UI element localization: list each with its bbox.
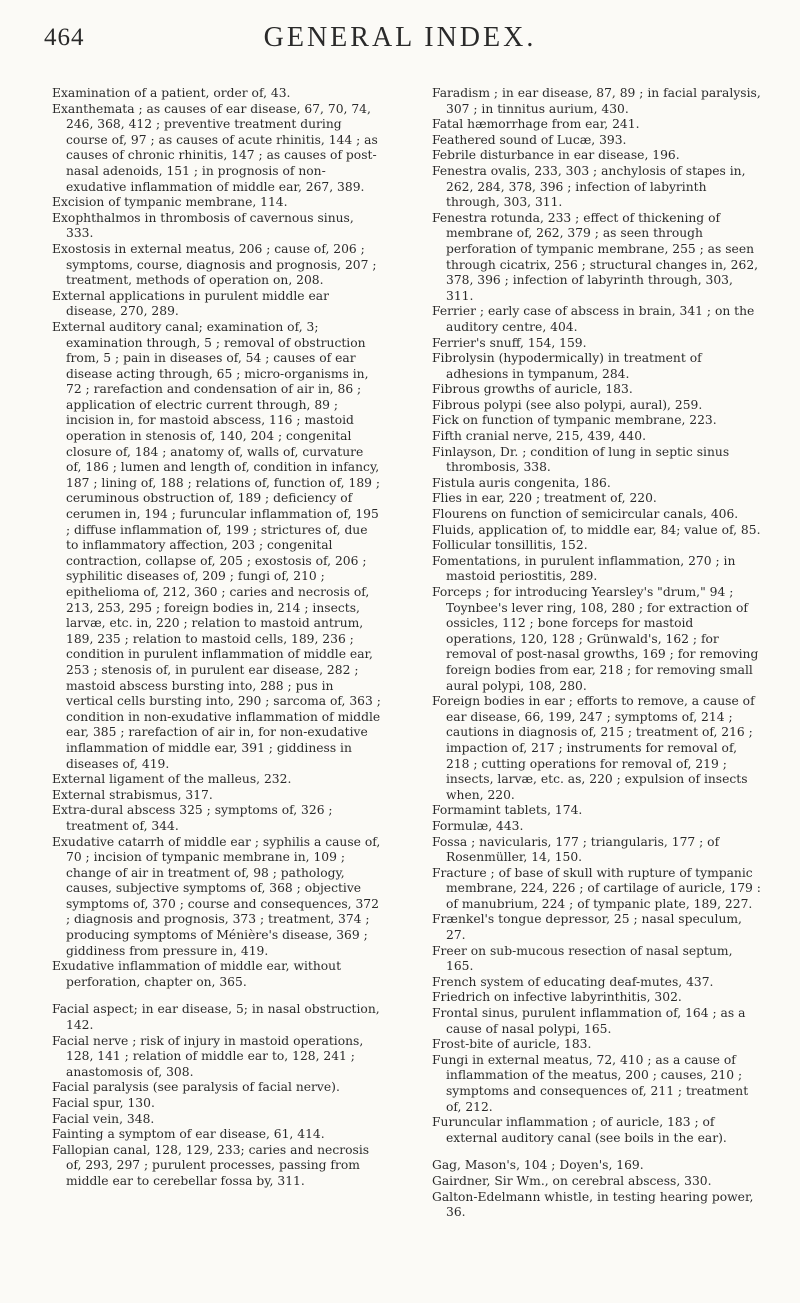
index-entry: Feathered sound of Lucæ, 393. xyxy=(432,132,627,147)
index-entry: External ligament of the malleus, 232. xyxy=(52,772,292,787)
index-entry: Fossa ; navicularis, 177 ; triangularis, 177 ; of Rosenmüller, 14, 150. xyxy=(432,834,720,865)
index-entry: Facial paralysis (see paralysis of facial nerve). xyxy=(52,1080,340,1095)
index-entry: Fluids, application of, to middle ear, 84; value of, 85. xyxy=(432,522,761,537)
index-entry: Flourens on function of semicircular canals, 406. xyxy=(432,507,739,522)
running-title: GENERAL INDEX. xyxy=(263,22,537,53)
index-entry: Exostosis in external meatus, 206 ; cause of, 206 ; symptoms, course, diagnosis and prognosis, 207 ; treatment, methods of operation on, 208. xyxy=(52,241,377,288)
index-entry: Febrile disturbance in ear disease, 196. xyxy=(432,148,680,163)
index-entry: Finlayson, Dr. ; condition of lung in septic sinus thrombosis, 338. xyxy=(432,444,730,475)
index-entry: French system of educating deaf-mutes, 437. xyxy=(432,974,714,989)
index-entry: External strabismus, 317. xyxy=(52,787,213,802)
index-entry: Foreign bodies in ear ; efforts to remove, a cause of ear disease, 66, 199, 247 ; symptoms of, 214 ; cautions in diagnosis of, 215 ; treatment of, 216 ; impaction of, 217 ; instruments for removal of, 218 ; cutting operations for removal of, 219 ; insects, larvæ, etc. as, 220 ; expulsion of insects when, 220. xyxy=(432,694,755,802)
index-entry: Facial nerve ; risk of injury in mastoid operations, 128, 141 ; relation of middle ear to, 128, 241 ; anastomosis of, 308. xyxy=(52,1033,364,1079)
index-entry: Facial aspect; in ear disease, 5; in nasal obstruction, 142. xyxy=(52,1002,380,1033)
index-entry: Fibrous growths of auricle, 183. xyxy=(432,382,633,397)
index-entry: Fomentations, in purulent inflammation, 270 ; in mastoid periostitis, 289. xyxy=(432,553,736,584)
index-entry: Faradism ; in ear disease, 87, 89 ; in facial paralysis, 307 ; in tinnitus aurium, 430. xyxy=(432,86,761,116)
index-entry: Formulæ, 443. xyxy=(432,818,524,833)
index-entry: Fracture ; of base of skull with rupture of tympanic membrane, 224, 226 ; of cartilage of auricle, 179 : of manubrium, 224 ; of tympanic plate, 189, 227. xyxy=(432,865,761,911)
page-header xyxy=(44,18,756,58)
index-entry: Frontal sinus, purulent inflammation of, 164 ; as a cause of nasal polypi, 165. xyxy=(432,1006,746,1036)
index-entry: Formamint tablets, 174. xyxy=(432,803,583,818)
index-entry: Fainting a symptom of ear disease, 61, 414. xyxy=(52,1127,325,1142)
index-entry: Fenestra ovalis, 233, 303 ; anchylosis of stapes in, 262, 284, 378, 396 ; infection of labyrinth through, 303, 311. xyxy=(432,163,746,210)
index-entry: Fungi in external meatus, 72, 410 ; as a cause of inflammation of the meatus, 200 ; causes, 210 ; symptoms and consequences of, 211 ; treatment of, 212. xyxy=(432,1052,749,1114)
index-entry: Fifth cranial nerve, 215, 439, 440. xyxy=(432,429,646,444)
index-entry: Gag, Mason's, 104 ; Doyen's, 169. xyxy=(432,1158,644,1173)
index-entry: Flies in ear, 220 ; treatment of, 220. xyxy=(432,491,657,506)
index-entry: Exudative inflammation of middle ear, without perforation, chapter on, 365. xyxy=(52,959,342,989)
index-entry: Frost-bite of auricle, 183. xyxy=(432,1037,592,1052)
index-entry: Freer on sub-mucous resection of nasal septum, 165. xyxy=(432,943,733,974)
index-entry: Extra-dural abscess 325 ; symptoms of, 326 ; treatment of, 344. xyxy=(52,803,333,833)
index-entry: Fick on function of tympanic membrane, 223. xyxy=(432,413,717,428)
index-entry: External applications in purulent middle ear disease, 270, 289. xyxy=(52,288,329,319)
index-entry: Follicular tonsillitis, 152. xyxy=(432,538,588,553)
index-entry: Fatal hæmorrhage from ear, 241. xyxy=(432,117,640,132)
index-entry: Furuncular inflammation ; of auricle, 183 ; of external auditory canal (see boils in the ear). xyxy=(432,1115,727,1145)
index-entry: Facial vein, 348. xyxy=(52,1111,155,1126)
index-entry: External auditory canal; examination of, 3; examination through, 5 ; removal of obstruction from, 5 ; pain in diseases of, 54 ; causes of ear disease acting through, 65 ; micro-organisms in, 72 ; rarefaction and condensation of air in, 86 ; application of electric current through, 89 ; incision in, for mastoid abscess, 116 ; mastoid operation in stenosis of, 140, 204 ; congenital closure of, 184 ; anatomy of, walls of, curvature of, 186 ; lumen and length of, condition in infancy, 187 ; lining of, 188 ; relations of, function of, 189 ; ceruminous obstruction of, 189 ; deficiency of cerumen in, 194 ; furuncular inflammation of, 195 ; diffuse inflammation of, 199 ; strictures of, due to inflammatory affection, 203 ; congenital contraction, collapse of, 205 ; exostosis of, 206 ; syphilitic diseases of, 209 ; fungi of, 210 ; epithelioma of, 212, 360 ; caries and necrosis of, 213, 253, 295 ; foreign bodies in, 214 ; insects, larvæ, etc. in, 220 ; relation to mastoid antrum, 189, 235 ; relation to mastoid cells, 189, 236 ; condition in purulent inflammation of middle ear, 253 ; stenosis of, in purulent ear disease, 282 ; mastoid abscess bursting into, 288 ; pus in vertical cells bursting into, 290 ; sarcoma of, 363 ; condition in non-exudative inflammation of middle ear, 385 ; rarefaction of air in, for non-exudative inflammation of middle ear, 391 ; giddiness in diseases of, 419. xyxy=(52,319,381,771)
index-column-right xyxy=(432,86,762,1221)
index-entry: Exophthalmos in thrombosis of cavernous sinus, 333. xyxy=(52,210,354,241)
index-entry: Gairdner, Sir Wm., on cerebral abscess, 330. xyxy=(432,1173,712,1188)
index-entry: Fallopian canal, 128, 129, 233; caries and necrosis of, 293, 297 ; purulent processes, passing from middle ear to cerebellar fossa by, 311. xyxy=(52,1142,370,1188)
index-entry: Fenestra rotunda, 233 ; effect of thickening of membrane of, 262, 379 ; as seen through perforation of tympanic membrane, 255 ; as seen through cicatrix, 256 ; structural changes in, 262, 378, 396 ; infection of labyrinth through, 303, 311. xyxy=(432,210,759,303)
index-entry: Friedrich on infective labyrinthitis, 302. xyxy=(432,990,682,1005)
index-entry: Frænkel's tongue depressor, 25 ; nasal speculum, 27. xyxy=(432,912,742,943)
index-entry: Exanthemata ; as causes of ear disease, 67, 70, 74, 246, 368, 412 ; preventive treatment during course of, 97 ; as causes of acute rhinitis, 144 ; as causes of chronic rhinitis, 147 ; as causes of post-nasal adenoids, 151 ; in prognosis of non-exudative inflammation of middle ear, 267, 389. xyxy=(52,101,378,194)
index-entry: Exudative catarrh of middle ear ; syphilis a cause of, 70 ; incision of tympanic membrane in, 109 ; change of air in treatment of, 98 ; pathology, causes, subjective symptoms of, 368 ; objective symptoms of, 370 ; course and consequences, 372 ; diagnosis and prognosis, 373 ; treatment, 374 ; producing symptoms of Ménière's disease, 369 ; giddiness from pressure in, 419. xyxy=(52,834,381,958)
index-entry: Examination of a patient, order of, 43. xyxy=(52,86,291,100)
index-column-left xyxy=(52,86,382,1190)
index-entry: Excision of tympanic membrane, 114. xyxy=(52,195,288,210)
index-entry: Ferrier's snuff, 154, 159. xyxy=(432,335,587,350)
index-entry: Fibrolysin (hypodermically) in treatment of adhesions in tympanum, 284. xyxy=(432,351,702,381)
index-entry: Forceps ; for introducing Yearsley's "drum," 94 ; Toynbee's lever ring, 108, 280 ; for extraction of ossicles, 112 ; bone forceps for mastoid operations, 120, 128 ; Grünwald's, 162 ; for removal of post-nasal growths, 169 ; for removing foreign bodies from ear, 218 ; for removing small aural polypi, 108, 280. xyxy=(432,585,759,693)
page-number: 464 xyxy=(44,24,85,51)
index-entry: Galton-Edelmann whistle, in testing hearing power, 36. xyxy=(432,1189,754,1220)
index-entry: Fistula auris congenita, 186. xyxy=(432,475,611,490)
index-entry: Facial spur, 130. xyxy=(52,1096,155,1110)
index-entry: Fibrous polypi (see also polypi, aural), 259. xyxy=(432,397,703,412)
index-entry: Ferrier ; early case of abscess in brain, 341 ; on the auditory centre, 404. xyxy=(432,304,755,334)
